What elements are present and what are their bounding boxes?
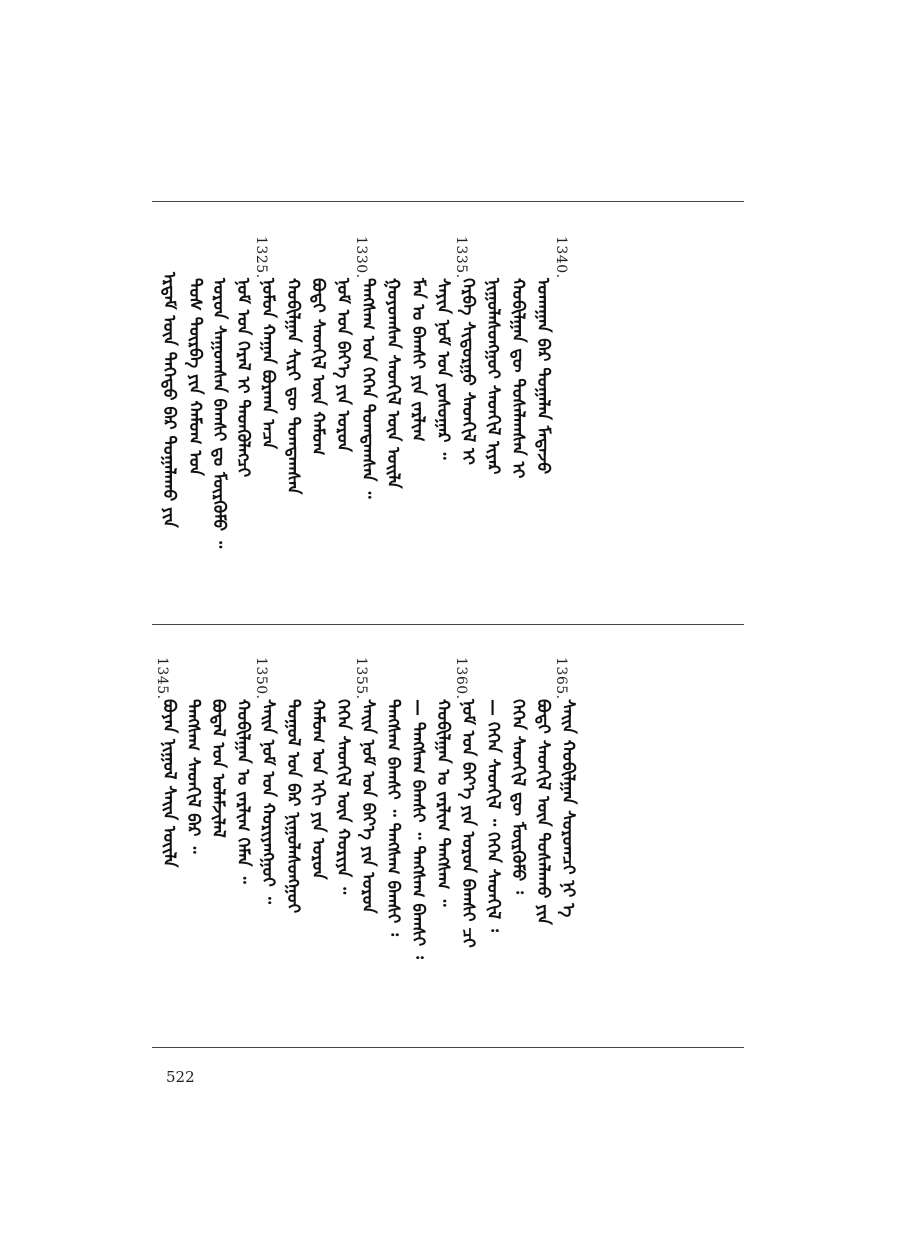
line-number: 1355. [353,657,369,700]
line-number: 1335. [453,236,469,279]
text-line: ᠰᠠᠶᠢᠨ ᠨᠣᠮ ᠤᠨ ᠶᠣᠰᠣᠭᠠᠷ ᠃ [433,278,453,460]
text-line: — ᠲᠠᠩᠰᠠᠭ ᠪᠠᠭᠰᠢ ᠃ ᠲᠠᠩᠰᠠᠭ ᠪᠠᠭᠰᠢ ᠄ [408,699,428,959]
line-number: 1340. [553,236,569,279]
text-line: — ᠭᠡᠭᠡᠨ ᠰᠡᠳᠬᠢᠯ ᠃ ᠭᠡᠭᠡᠨ ᠰᠡᠳᠬᠢᠯ ᠄ [483,699,503,932]
line-number: 1330. [353,236,369,279]
text-line: ᠡᠷᠳᠡᠮ ᠦᠨ ᠳᠡᠭᠡᠳᠦ ᠪᠠᠷ ᠲᠣᠭᠠᠯᠠᠬᠤ ᠶᠢᠨ [159,272,179,528]
text-line: ᠲᠠᠩᠰᠠᠭ ᠰᠡᠳᠬᠢᠯ ᠪᠠᠷ ᠃ [183,699,203,854]
text-line: ᠨᠢᠭᠤᠯᠠᠰᠤᠩᠭᠤᠢ ᠰᠡᠳᠬᠢᠯ ᠢᠶᠡᠷ [483,278,503,475]
text-line: ᠪᠣᠳᠠᠯ ᠤᠨ ᠤᠯᠠᠮᠵᠢᠯᠠᠯ [208,699,228,838]
middle-rule [152,624,744,625]
text-line: ᠬᠤᠪᠢᠯᠭᠠᠨ ᠤ ᠵᠠᠷᠯᠢᠭ ᠬᠡᠮᠡᠨ ᠃ [233,699,253,884]
page-number: 522 [166,1068,195,1086]
text-line: ᠨᠣᠮ ᠤᠨ ᠪᠡᠶ᠎ᠡ ᠶᠢᠨ ᠣᠷᠣᠨ ᠪᠠᠭᠰᠢ ᠴᠢ [458,699,478,948]
upper-text-block [152,236,744,616]
text-line: ᠪᠣᠳᠢ ᠰᠡᠳᠬᠢᠯ ᠦᠨ ᠬᠠᠮᠤᠭ [308,278,328,456]
text-line: ᠰᠠᠢᠨ ᠨᠣᠮ ᠤᠨ ᠪᠡᠶ᠎ᠡ ᠶᠢᠨ ᠣᠷᠣᠨ [358,699,378,914]
text-line: ᠤᠬᠠᠭᠠᠨ ᠪᠠᠷ ᠲᠣᠭᠠᠯᠠᠨ ᠮᠡᠳᠡᠵᠦ [533,278,553,475]
text-line: ᠨᠣᠮ ᠤᠨ ᠪᠡᠶ᠎ᠡ ᠶᠢᠨ ᠣᠷᠣᠨ [333,278,353,452]
text-line: ᠲᠤᠰ ᠳᠥᠷᠪᠡ ᠶᠢᠨ ᠬᠠᠮᠤᠭ ᠤᠨ [185,278,205,476]
text-line: ᠨᠣᠮ ᠤᠨ ᠭᠡᠷᠡᠯ ᠢ ᠲᠡᠳᠬᠦᠯᠡᠭᠴᠢ [233,278,253,478]
line-number: 1365. [553,657,569,700]
text-line: ᠲᠠᠩᠰᠠᠭ ᠪᠠᠭᠰᠢ ᠃ ᠲᠠᠩᠰᠠᠭ ᠪᠠᠭᠰᠢ ᠄ [383,699,403,936]
text-line: ᠪᠤᠶᠠᠨ ᠨᠢᠭᠤᠯ ᠰᠠᠢᠨ ᠦᠢᠯᠡ [159,699,179,868]
text-line: ᠭᠣᠶᠤᠭᠰᠠᠨ ᠰᠡᠳᠬᠢᠯ ᠦᠨ ᠤᠢᠯᠡ [383,278,403,489]
text-line: ᠲᠠᠩᠰᠠᠭ ᠤᠨ ᠭᠡᠭᠡᠨ ᠲᠣᠭᠲᠠᠭᠰᠠᠨ ᠃ [358,278,378,499]
lower-text-block [152,657,744,1037]
text-line: ᠣᠷᠣᠨ ᠰᠠᠭᠤᠭᠰᠠᠨ ᠪᠠᠭᠰᠢ ᠳᠤ ᠮᠥᠷᠭᠦᠮᠦ ᠃ [209,278,229,549]
top-rule [152,201,744,202]
text-line: ᠭᠡᠭᠡᠨ ᠰᠡᠳᠬᠢᠯ ᠦᠨ ᠬᠤᠷᠢᠶᠠ ᠃ [333,699,353,895]
text-line: ᠨᠣᠮᠤᠨ ᠬᠠᠭᠠᠨ ᠪᠤᠷᠬᠠᠨ ᠠᠴᠠ [258,278,278,450]
bottom-rule [152,1047,744,1048]
text-line: ᠪᠣᠳᠢ ᠰᠡᠳᠬᠢᠯ ᠦᠨ ᠲᠤᠰᠠᠯᠠᠬᠤ ᠶᠢᠨ [533,699,553,925]
line-number: 1325. [253,236,269,279]
text-line: ᠰᠠᠢᠨ ᠨᠣᠮ ᠤᠨ ᠬᠤᠷᠢᠶᠠᠩᠭᠤᠢ ᠃ [258,699,278,904]
text-line: ᠭᠡᠭᠡᠨ ᠰᠡᠳᠬᠢᠯ ᠳᠦ ᠮᠥᠷᠭᠦᠮᠦ ᠄ [508,699,528,894]
line-number: 1345. [154,657,170,700]
text-line: ᠮᠠᠨ ᠤ ᠪᠠᠭᠰᠢ ᠶᠢᠨ ᠵᠠᠷᠯᠢᠭ [408,278,428,442]
text-line: ᠲᠤᠭᠤᠯ ᠤᠨ ᠪᠠᠷ ᠨᠢᠭᠤᠯᠠᠰᠤᠩᠭᠤᠢ [283,699,303,914]
text-line: ᠬᠤᠪᠢᠯᠭᠠᠨ ᠰᠢᠷᠢ ᠳᠦ ᠲᠣᠭᠲᠠᠭᠰᠠᠨ [283,278,303,495]
text-line: ᠰᠠᠢᠨ ᠬᠤᠪᠢᠯᠭᠠᠨ ᠰᠤᠷᠤᠭᠴᠢ ᠨᠢ ᠡ [558,699,578,918]
text-line: ᠬᠠᠮᠤᠭ ᠤᠨ ᠡᠬᠢ ᠶᠢᠨ ᠣᠷᠣᠨ [308,699,328,880]
line-number: 1350. [253,657,269,700]
line-number: 1360. [453,657,469,700]
text-line: ᠬᠤᠪᠢᠯᠭᠠᠨ ᠳᠦ ᠲᠤᠰᠠᠯᠠᠭᠰᠠᠨ ᠢ [508,278,528,479]
text-line: ᠬᠤᠪᠢᠯᠭᠠᠨ ᠤ ᠵᠠᠷᠯᠢᠭ ᠲᠠᠩᠰᠠᠭ ᠃ [433,699,453,907]
text-line: ᠬᠡᠷᠪᠡ ᠰᠢᠳᠤᠷᠭᠤ ᠰᠡᠳᠬᠢᠯ ᠢ [458,278,478,465]
